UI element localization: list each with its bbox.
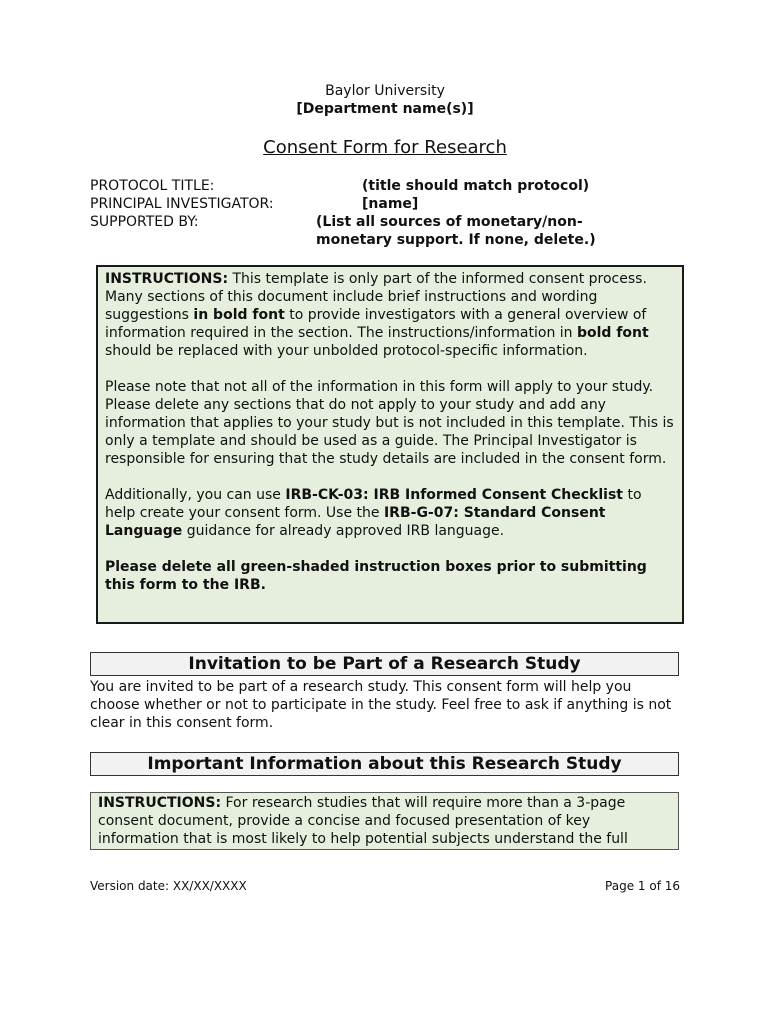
instr-bold-font-2: bold font bbox=[576, 325, 649, 341]
page-number: Page 1 of 16 bbox=[605, 879, 680, 893]
pi-value: [name] bbox=[362, 196, 419, 212]
instructions-paragraph-3 bbox=[105, 486, 675, 540]
instructions-box-2 bbox=[90, 792, 679, 850]
form-title: Consent Form for Research bbox=[263, 137, 507, 158]
invitation-heading: Invitation to be Part of a Research Study bbox=[90, 652, 679, 676]
instr-bold-font-1: in bold font bbox=[193, 307, 285, 323]
invitation-text: You are invited to be part of a research study. This consent form will help you choose whether or not to participate in the study. Feel free to ask if anything is not clear in this consent form. bbox=[90, 679, 672, 731]
instructions-label: INSTRUCTIONS: bbox=[105, 271, 229, 287]
checklist-reference: IRB-CK-03: IRB Informed Consent Checklist bbox=[285, 487, 623, 503]
instructions2-text: For research studies that will require more than a 3-page consent document, provide a concise and focused presentation of key information that is most likely to help potential subjects understand the full bbox=[98, 795, 628, 847]
protocol-title-label: PROTOCOL TITLE: bbox=[90, 178, 215, 194]
protocol-title-value: (title should match protocol) bbox=[362, 178, 590, 194]
instr3-text-b: to help create your consent form. Use the bbox=[105, 487, 642, 521]
instr3-text-c: guidance for already approved IRB language. bbox=[182, 523, 505, 539]
delete-boxes-note: Please delete all green-shaded instruction boxes prior to submitting this form to the IRB. bbox=[105, 559, 647, 593]
instructions-paragraph-1 bbox=[105, 270, 675, 360]
instructions2-label: INSTRUCTIONS: bbox=[98, 795, 222, 811]
instr-text-a: This template is only part of the informed consent process. Many sections of this document include brief instructions and wording suggestions bbox=[105, 271, 647, 323]
university-name: Baylor University bbox=[325, 83, 445, 99]
instr-text-b: to provide investigators with a general overview of information required in the section. The instructions/information in bbox=[105, 307, 647, 341]
standard-language-reference: IRB-G-07: Standard Consent Language bbox=[105, 505, 606, 539]
instructions-box bbox=[96, 265, 684, 624]
instr-text-c: should be replaced with your unbolded protocol-specific information. bbox=[105, 343, 588, 359]
instructions-paragraph-2: Please note that not all of the information in this form will apply to your study. Please delete any sections that do not apply to your study and add any information that applies to your study but is not included in this template. This is only a template and should be used as a guide. The Principal Investigator is responsible for ensuring that the study details are included in the consent form. bbox=[105, 379, 674, 467]
version-date: Version date: XX/XX/XXXX bbox=[90, 879, 247, 893]
pi-label: PRINCIPAL INVESTIGATOR: bbox=[90, 196, 274, 212]
instr3-text-a: Additionally, you can use bbox=[105, 487, 286, 503]
instructions-paragraph-4 bbox=[105, 558, 675, 594]
supported-by-value: (List all sources of monetary/non-monetary support. If none, delete.) bbox=[316, 214, 596, 248]
important-info-heading: Important Information about this Research Study bbox=[90, 752, 679, 776]
department-name: [Department name(s)] bbox=[296, 101, 474, 117]
supported-by-label: SUPPORTED BY: bbox=[90, 214, 199, 230]
